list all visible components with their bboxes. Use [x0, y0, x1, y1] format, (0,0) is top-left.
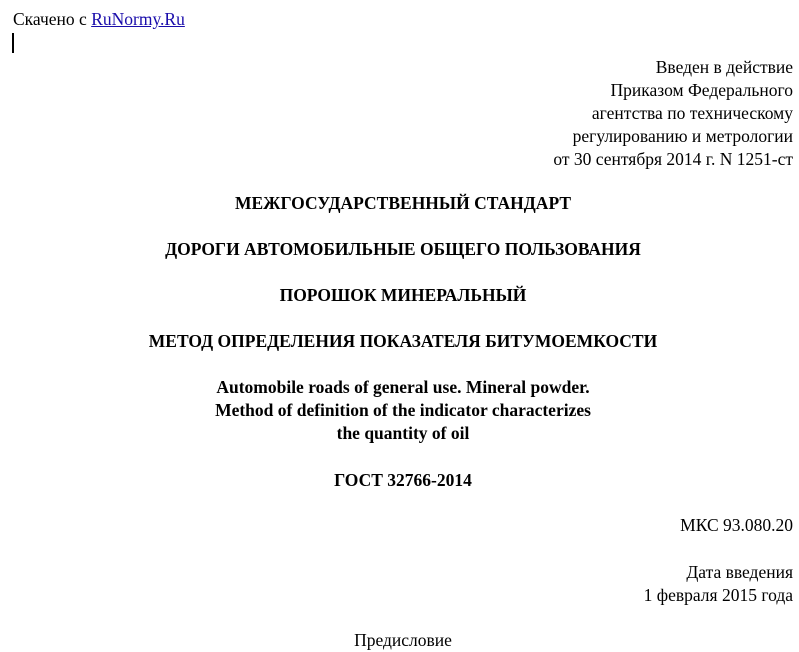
standard-type-heading: МЕЖГОСУДАРСТВЕННЫЙ СТАНДАРТ	[234, 193, 572, 213]
effective-date-label: Дата введения	[686, 562, 793, 582]
classification-code: МКС 93.080.20	[680, 515, 793, 535]
enactment-line: Введен в действие	[655, 57, 793, 77]
english-title-line: Automobile roads of general use. Mineral powder.	[216, 377, 590, 397]
text-cursor	[12, 33, 14, 53]
effective-date-value: 1 февраля 2015 года	[643, 585, 793, 605]
standard-designation: ГОСТ 32766-2014	[334, 470, 472, 490]
enactment-block	[553, 56, 793, 171]
preface-heading: Предисловие	[354, 630, 452, 650]
english-title	[0, 376, 799, 445]
title-heading-3: МЕТОД ОПРЕДЕЛЕНИЯ ПОКАЗАТЕЛЯ БИТУМОЕМКОСТИ	[148, 331, 658, 351]
title-heading-2: ПОРОШОК МИНЕРАЛЬНЫЙ	[279, 285, 527, 305]
enactment-line: от 30 сентября 2014 г. N 1251-ст	[553, 149, 793, 169]
source-prefix: Скачено с	[13, 9, 92, 29]
source-line	[13, 8, 185, 31]
enactment-line: агентства по техническому	[591, 103, 793, 123]
source-link[interactable]: RuNormy.Ru	[91, 9, 185, 29]
title-heading-1: ДОРОГИ АВТОМОБИЛЬНЫЕ ОБЩЕГО ПОЛЬЗОВАНИЯ	[165, 239, 641, 259]
enactment-line: регулированию и метрологии	[572, 126, 793, 146]
english-title-line: the quantity of oil	[336, 423, 470, 443]
enactment-line: Приказом Федерального	[610, 80, 793, 100]
english-title-line: Method of definition of the indicator characterizes	[215, 400, 591, 420]
